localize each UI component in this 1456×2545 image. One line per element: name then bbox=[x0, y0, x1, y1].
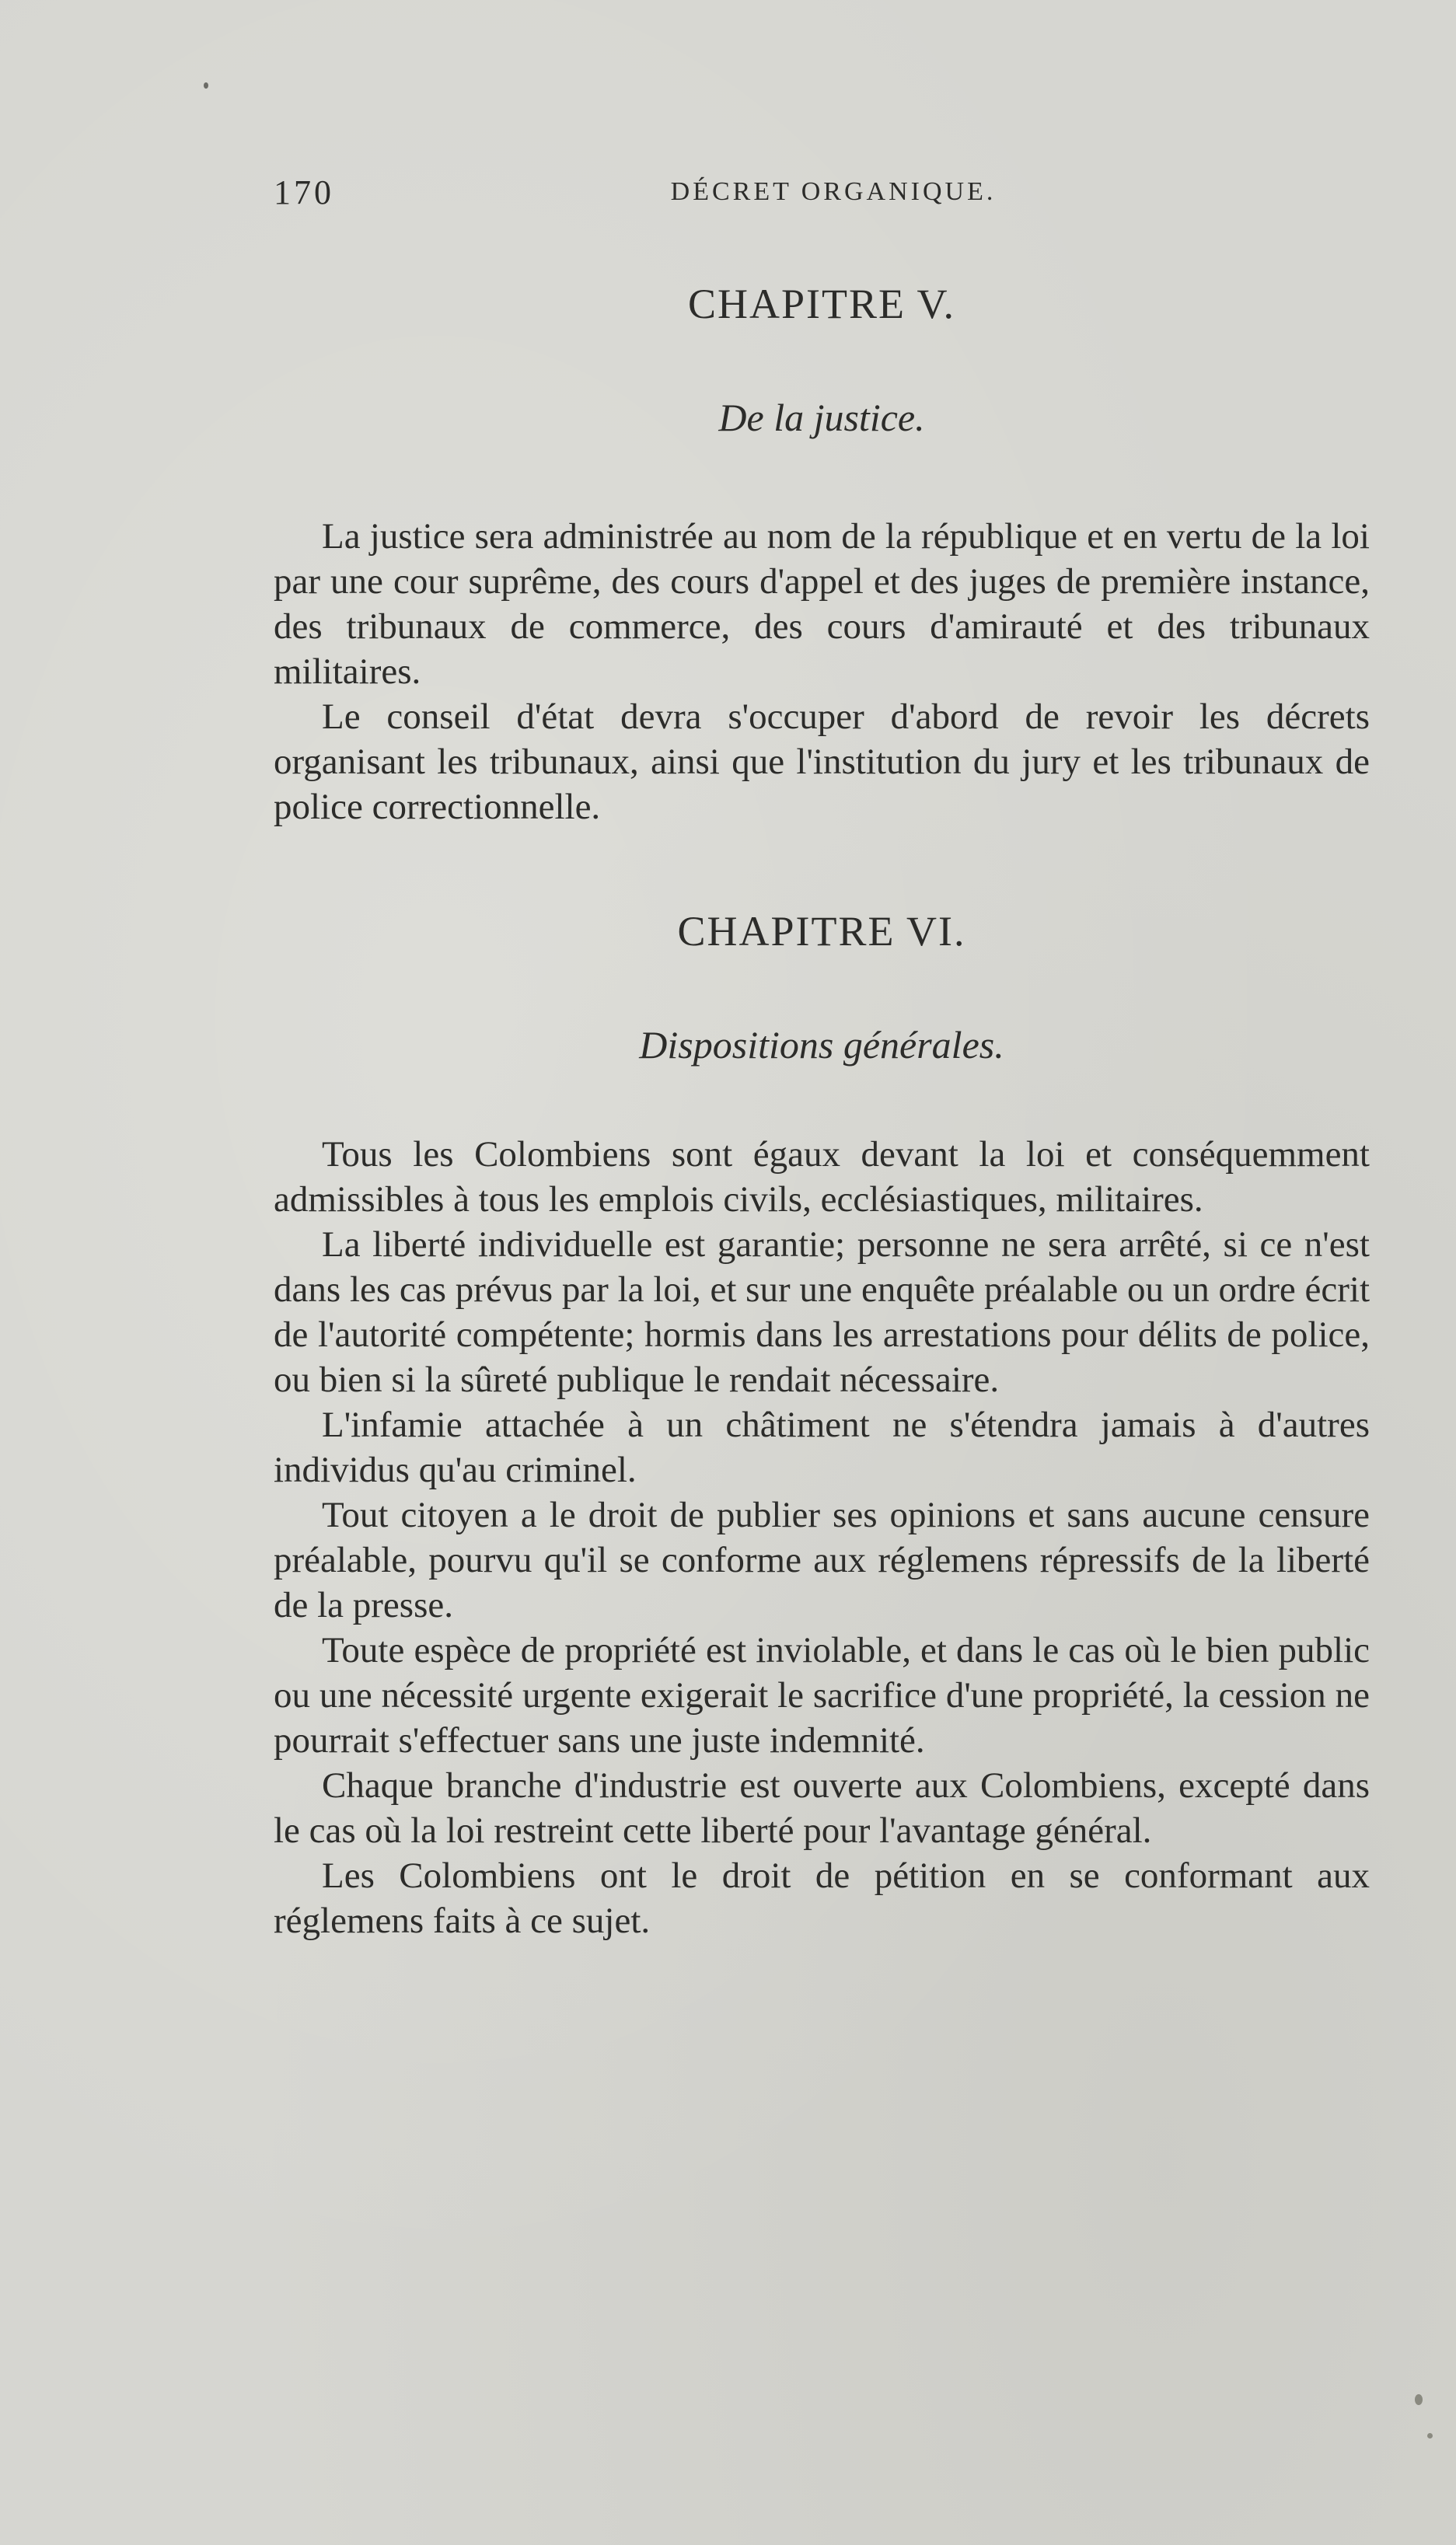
chapter-6-body bbox=[274, 1132, 1370, 1943]
chapter-5-heading: CHAPITRE V. bbox=[687, 281, 956, 327]
chapter-6-subtitle: Dispositions générales. bbox=[639, 1023, 1004, 1067]
paragraph: Le conseil d'état devra s'occuper d'abord de revoir les décrets organisant les tribunaux, ainsi que l'institution du jury et les tribunaux de police correctionnelle. bbox=[274, 696, 1370, 827]
running-title: DÉCRET ORGANIQUE. bbox=[670, 177, 997, 206]
paragraph: Toute espèce de propriété est inviolable, et dans le cas où le bien public ou une nécessité urgente exigerait le sacrifice d'une propriété, la cession ne pourrait s'effectuer sans une juste indemnité. bbox=[274, 1630, 1370, 1761]
page-number: 170 bbox=[274, 173, 334, 211]
paragraph: La justice sera administrée au nom de la république et en vertu de la loi par une cour suprême, des cours d'appel et des juges de première instance, des tribunaux de commerce, des cours d'amirauté et des tribunaux militaires. bbox=[274, 516, 1370, 692]
paragraph: Tout citoyen a le droit de publier ses opinions et sans aucune censure préalable, pourvu qu'il se conforme aux réglemens répressifs de la liberté de la presse. bbox=[274, 1495, 1370, 1625]
running-head bbox=[274, 173, 1370, 219]
paragraph: Les Colombiens ont le droit de pétition en se conformant aux réglemens faits à ce sujet. bbox=[274, 1856, 1370, 1941]
paragraph: Chaque branche d'industrie est ouverte aux Colombiens, excepté dans le cas où la loi restreint cette liberté pour l'avantage général. bbox=[274, 1765, 1370, 1851]
paragraph: Tous les Colombiens sont égaux devant la loi et conséquemment admissibles à tous les emplois civils, ecclésiastiques, militaires. bbox=[274, 1134, 1370, 1220]
paper-speck bbox=[204, 82, 208, 89]
paper-speck bbox=[1415, 2394, 1423, 2405]
chapter-5-body bbox=[274, 514, 1370, 829]
chapter-5-subtitle: De la justice. bbox=[718, 396, 925, 439]
chapter-6-heading: CHAPITRE VI. bbox=[677, 908, 966, 955]
paragraph: L'infamie attachée à un châtiment ne s'étendra jamais à d'autres individus qu'au criminel. bbox=[274, 1405, 1370, 1490]
paragraph: La liberté individuelle est garantie; personne ne sera arrêté, si ce n'est dans les cas prévus par la loi, et sur une enquête préalable ou un ordre écrit de l'autorité compétente; hormis dans les arrestations pour délits de police, ou bien si la sûreté publique le rendait nécessaire. bbox=[274, 1224, 1370, 1400]
paper-speck bbox=[1427, 2433, 1433, 2439]
